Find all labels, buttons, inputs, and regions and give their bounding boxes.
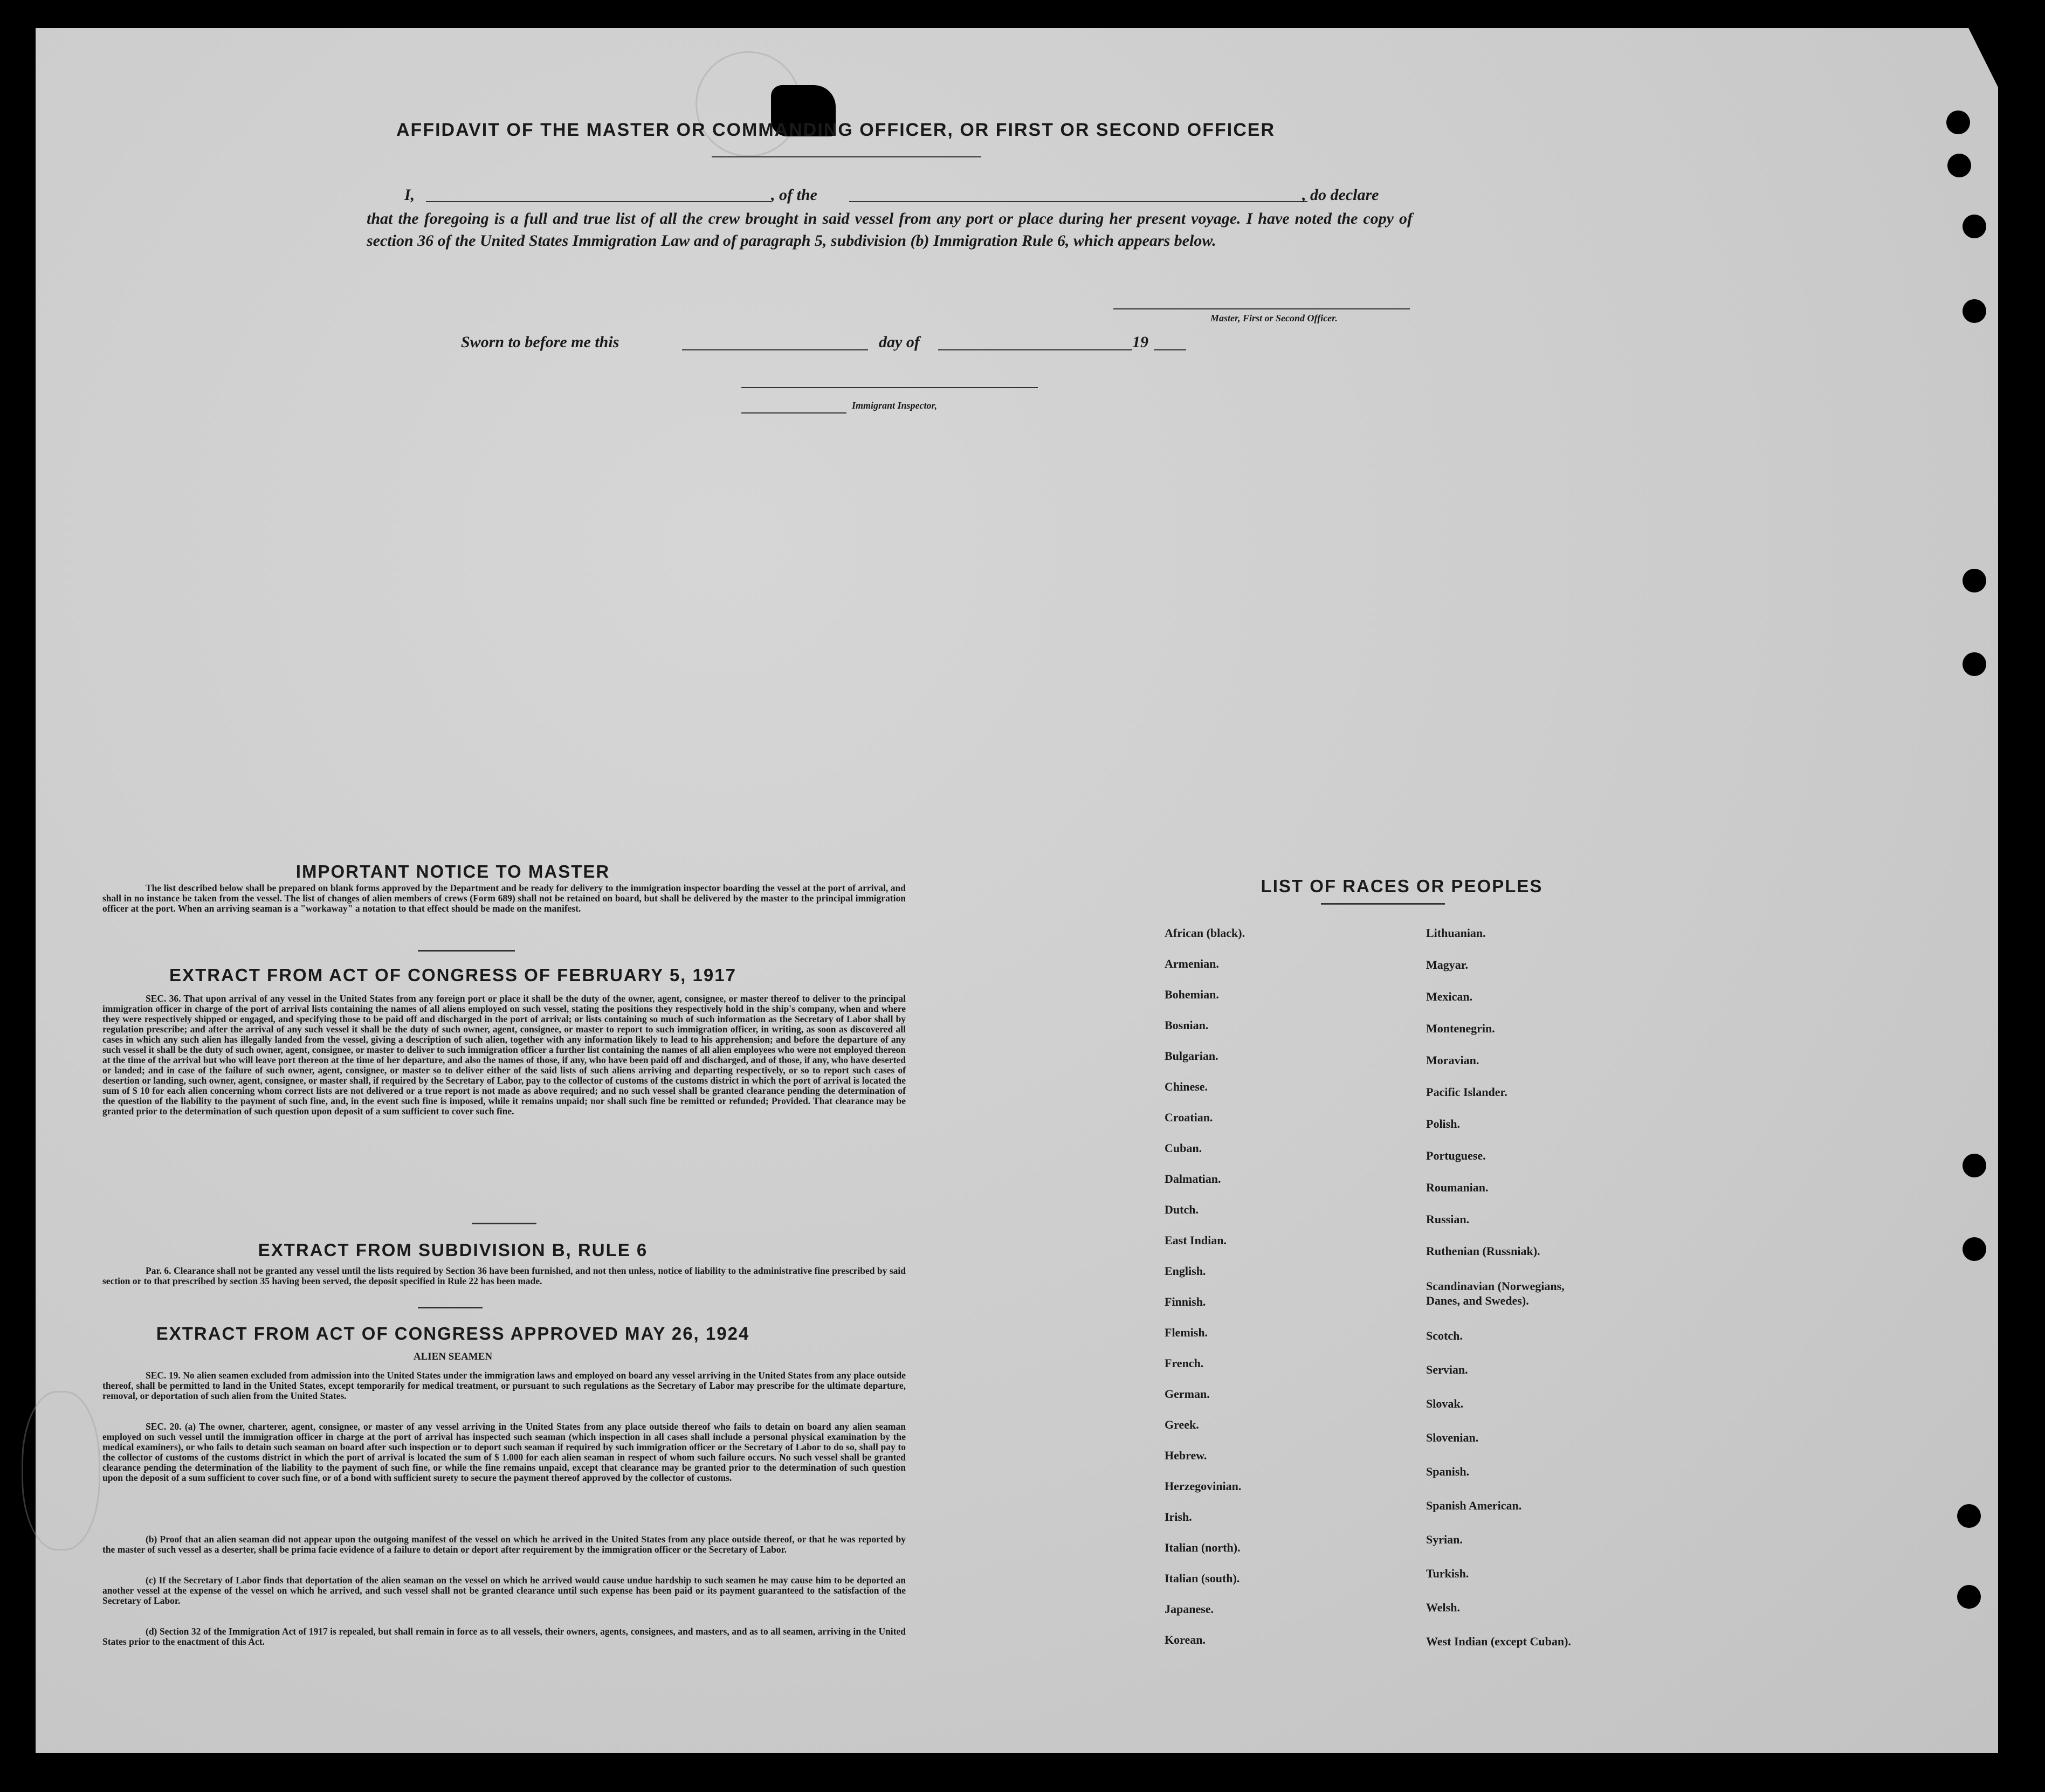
notice-rule <box>418 950 515 952</box>
affidavit-title: AFFIDAVIT OF THE MASTER OR COMMANDING OFFICER, OR FIRST OR SECOND OFFICER <box>396 120 1275 140</box>
race-item: Korean. <box>1165 1633 1206 1646</box>
day-blank <box>682 349 868 350</box>
binder-hole <box>1963 652 1986 676</box>
extract-1917-title: EXTRACT FROM ACT OF CONGRESS OF FEBRUARY 5, 1917 <box>169 965 736 985</box>
race-item: Slovak. <box>1426 1397 1464 1410</box>
binder-hole <box>1947 154 1971 177</box>
affidavit-body: that the foregoing is a full and true list of all the crew brought in said vessel from any port or place during her present voyage. I have noted the copy of section 36 of the United States Immigration Law and of paragraph 5, subdivision (b) Immigration Rule 6, which appears below. <box>367 210 1413 250</box>
binder-hole <box>1946 111 1970 134</box>
race-item: Lithuanian. <box>1426 926 1486 940</box>
notice-title: IMPORTANT NOTICE TO MASTER <box>295 861 610 881</box>
race-item: Pacific Islander. <box>1426 1085 1507 1099</box>
race-item: Dutch. <box>1165 1203 1199 1216</box>
race-item: Ruthenian (Russniak). <box>1426 1244 1540 1258</box>
race-item: Greek. <box>1165 1418 1199 1431</box>
day-of-label: day of <box>879 333 920 351</box>
race-item: Hebrew. <box>1165 1449 1207 1462</box>
sec19-body: SEC. 19. No alien seamen excluded from admission into the United States under the immigration laws and employed on board any vessel arriving in the United States from any place outside thereof, shall be permitted to land in the United States, except temporarily for medical treatment, or pursuant to such regulations as the Secretary of Labor may prescribe for the ultimate departure, removal, or deportation of such alien from the United States. <box>102 1370 906 1401</box>
embossed-seal-left <box>22 1391 100 1550</box>
race-item: Scotch. <box>1426 1329 1463 1342</box>
race-item: Chinese. <box>1165 1080 1208 1093</box>
race-item: West Indian (except Cuban). <box>1426 1635 1571 1648</box>
extract-1917-body: SEC. 36. That upon arrival of any vessel in the United States from any foreign port or place it shall be the duty of the owner, agent, consignee, or master thereof to deliver to the principal immigration officer in charge of the port of arrival lists containing the names of all aliens employed on such vessel, stating the positions they respectively hold in the ship's company, when and where they were respectively shipped or engaged, and specifying those to be paid off and discharged in the port of arrival; or lists containing so much of such information as the Secretary of Labor shall by regulation prescribe; and after the arrival of any such vessel it shall be the duty of such owner, agent, consignee, or master to report to such immigration officer, in writing, as soon as discovered all cases in which any such alien has illegally landed from the vessel, giving a description of such alien, together with any information likely to lead to his apprehension; and before the departure of any such vessel it shall be the duty of such owner, agent, consignee, or master to deliver to such immigration officer a further list containing the names of all alien employees who were not employed thereon at the time of the arrival but who will leave port thereon at the time of her departure, and also the names of those, if any, who have been paid off and discharged, and of those, if any, who have deserted or landed; and in case of the failure of such owner, agent, consignee, or master so to deliver either of the said lists of such aliens arriving and departing respectively, or so to report such cases of desertion or landing, such owner, agent, consignee, or master shall, if required by the Secretary of Labor, pay to the collector of customs of the customs district in which the port of arrival is located the sum of $ 10 for each alien concerning whom correct lists are not delivered or a true report is not made as above required; and no such vessel shall be granted clearance pending the determination of the question of the liability to the payment of such fine, and, in the event such fine is imposed, while it remains unpaid; nor shall such fine be remitted or refunded; Provided. That clearance may be granted prior to the determination of such question upon deposit of a sum sufficient to cover such fine. <box>102 993 906 1116</box>
race-item: Polish. <box>1426 1117 1460 1131</box>
race-item: Russian. <box>1426 1212 1470 1226</box>
sworn-label: Sworn to before me this <box>461 333 619 351</box>
race-item: Roumanian. <box>1426 1181 1489 1194</box>
race-item: Croatian. <box>1165 1111 1213 1124</box>
rule6-title: EXTRACT FROM SUBDIVISION B, RULE 6 <box>258 1240 648 1260</box>
master-caption: Master, First or Second Officer. <box>1210 313 1338 323</box>
race-item: English. <box>1165 1264 1206 1278</box>
race-item: Welsh. <box>1426 1601 1460 1614</box>
binder-hole <box>1963 1154 1986 1177</box>
race-item: Spanish. <box>1426 1465 1470 1478</box>
affidavit-declare: , do declare <box>1302 186 1379 204</box>
race-item: Syrian. <box>1426 1533 1463 1546</box>
sec20d-body: (d) Section 32 of the Immigration Act of 1917 is repealed, but shall remain in force as to all vessels, their owners, agents, consignees, and masters, and as to all seamen, arriving in the United States prior to the enactment of this Act. <box>102 1626 906 1647</box>
affidavit-i: I, <box>404 186 415 204</box>
title-underline <box>712 156 981 157</box>
race-item: Herzegovinian. <box>1165 1479 1242 1493</box>
name-blank <box>426 201 771 202</box>
race-item: Japanese. <box>1165 1602 1214 1616</box>
race-item: Slovenian. <box>1426 1431 1479 1444</box>
inspector-short-line <box>741 412 846 413</box>
rule6-body: Par. 6. Clearance shall not be granted any vessel until the lists required by Section 36 have been furnished, and not then unless, notice of liability to the administrative fine prescribed by said section or to that prescribed by section 35 having been served, the deposit specified in Rule 22 has been made. <box>102 1265 906 1286</box>
race-item: Bohemian. <box>1165 988 1219 1001</box>
extract-1917-rule <box>472 1223 536 1224</box>
race-item: Mexican. <box>1426 990 1473 1003</box>
race-item: French. <box>1165 1356 1204 1370</box>
binder-hole <box>1963 299 1986 323</box>
sec20-body: SEC. 20. (a) The owner, charterer, agent, consignee, or master of any vessel arriving in the United States from any place outside thereof who fails to detain on board any alien seaman employed on such vessel until the immigration officer in charge at the port of arrival has inspected such seaman (which inspection in all cases shall include a personal physical examination by the medical examiners), or who fails to detain such seaman on board after such inspection or to deport such seaman if required by such immigration officer or the Secretary of Labor to do so, shall pay to the collector of customs of the customs district in which the port of arrival is located the sum of $ 1.000 for each alien seaman in respect of whom such failure occurs. No such vessel shall be granted clearance pending the determination of the liability to the payment of such fine, or while the fine remains unpaid, except that clearance may be granted prior to the determination of such question upon the deposit of a sum sufficient to cover such fine, or of a bond with sufficient surety to secure the payment thereof approved by the collector of customs. <box>102 1421 906 1483</box>
year-blank <box>1154 349 1186 350</box>
race-item: Italian (north). <box>1165 1541 1241 1554</box>
races-rule <box>1321 903 1445 905</box>
race-item: Servian. <box>1426 1363 1468 1376</box>
race-item: Finnish. <box>1165 1295 1206 1308</box>
race-item: Moravian. <box>1426 1053 1479 1067</box>
sec20b-body: (b) Proof that an alien seaman did not appear upon the outgoing manifest of the vessel on which he arrived in the United States from any place outside thereof, or that he was reported by the master of such vessel as a deserter, shall be prima facie evidence of a failure to detain or deport after requirement by the immigration officer or the Secretary of Labor. <box>102 1534 906 1555</box>
race-item: Turkish. <box>1426 1567 1469 1580</box>
race-item: Magyar. <box>1426 958 1469 971</box>
race-item: Portuguese. <box>1426 1149 1486 1162</box>
race-item: African (black). <box>1165 926 1245 940</box>
race-item: Irish. <box>1165 1510 1192 1524</box>
race-item: East Indian. <box>1165 1233 1227 1247</box>
inspector-caption: Immigrant Inspector, <box>852 400 938 411</box>
binder-hole <box>1957 1585 1981 1609</box>
race-item: Armenian. <box>1165 957 1219 970</box>
race-item: Montenegrin. <box>1426 1022 1495 1035</box>
month-blank <box>938 349 1132 350</box>
races-title: LIST OF RACES OR PEOPLES <box>1261 876 1543 896</box>
sec20c-body: (c) If the Secretary of Labor finds that deportation of the alien seaman on the vessel on which he arrived would cause undue hardship to such seamen he may cause him to be deported an another vessel at the expense of the vessel on which he arrived, and such vessel shall not be granted clearance until such expense has been paid or its payment guaranteed to the satisfaction of the Secretary of Labor. <box>102 1575 906 1606</box>
race-item: Cuban. <box>1165 1141 1202 1155</box>
affidavit-of-the: , of the <box>771 186 817 204</box>
binder-hole <box>1963 215 1986 238</box>
race-item: Scandinavian (Norwegians, Danes, and Swedes). <box>1426 1279 1565 1307</box>
master-signature-line <box>1113 308 1410 309</box>
race-item: Italian (south). <box>1165 1572 1240 1585</box>
extract-1924-title: EXTRACT FROM ACT OF CONGRESS APPROVED MAY 26, 1924 <box>156 1324 750 1343</box>
binder-hole <box>1957 1504 1981 1528</box>
rule6-rule <box>418 1307 483 1308</box>
race-item: Flemish. <box>1165 1326 1208 1339</box>
year-prefix: 19 <box>1132 333 1148 351</box>
binder-hole <box>1963 569 1986 592</box>
race-item: Bosnian. <box>1165 1018 1209 1032</box>
vessel-blank <box>849 201 1307 202</box>
race-item: Dalmatian. <box>1165 1172 1221 1186</box>
race-item: Bulgarian. <box>1165 1049 1218 1063</box>
inspector-signature-line <box>741 387 1038 388</box>
race-item: German. <box>1165 1387 1210 1401</box>
binder-hole <box>1963 1237 1986 1261</box>
notice-body: The list described below shall be prepared on blank forms approved by the Department and be ready for delivery to the immigration inspector boarding the vessel at the port of arrival, and shall in no instance be taken from the vessel. The list of changes of alien members of crews (Form 689) shall not be retained on board, but shall be delivered by the master to the principal immigration officer at the port. When an arriving seaman is a "workaway" a notation to that effect should be made on the manifest. <box>102 883 906 914</box>
race-item: Spanish American. <box>1426 1499 1522 1512</box>
alien-seamen-subtitle: ALIEN SEAMEN <box>413 1351 493 1362</box>
